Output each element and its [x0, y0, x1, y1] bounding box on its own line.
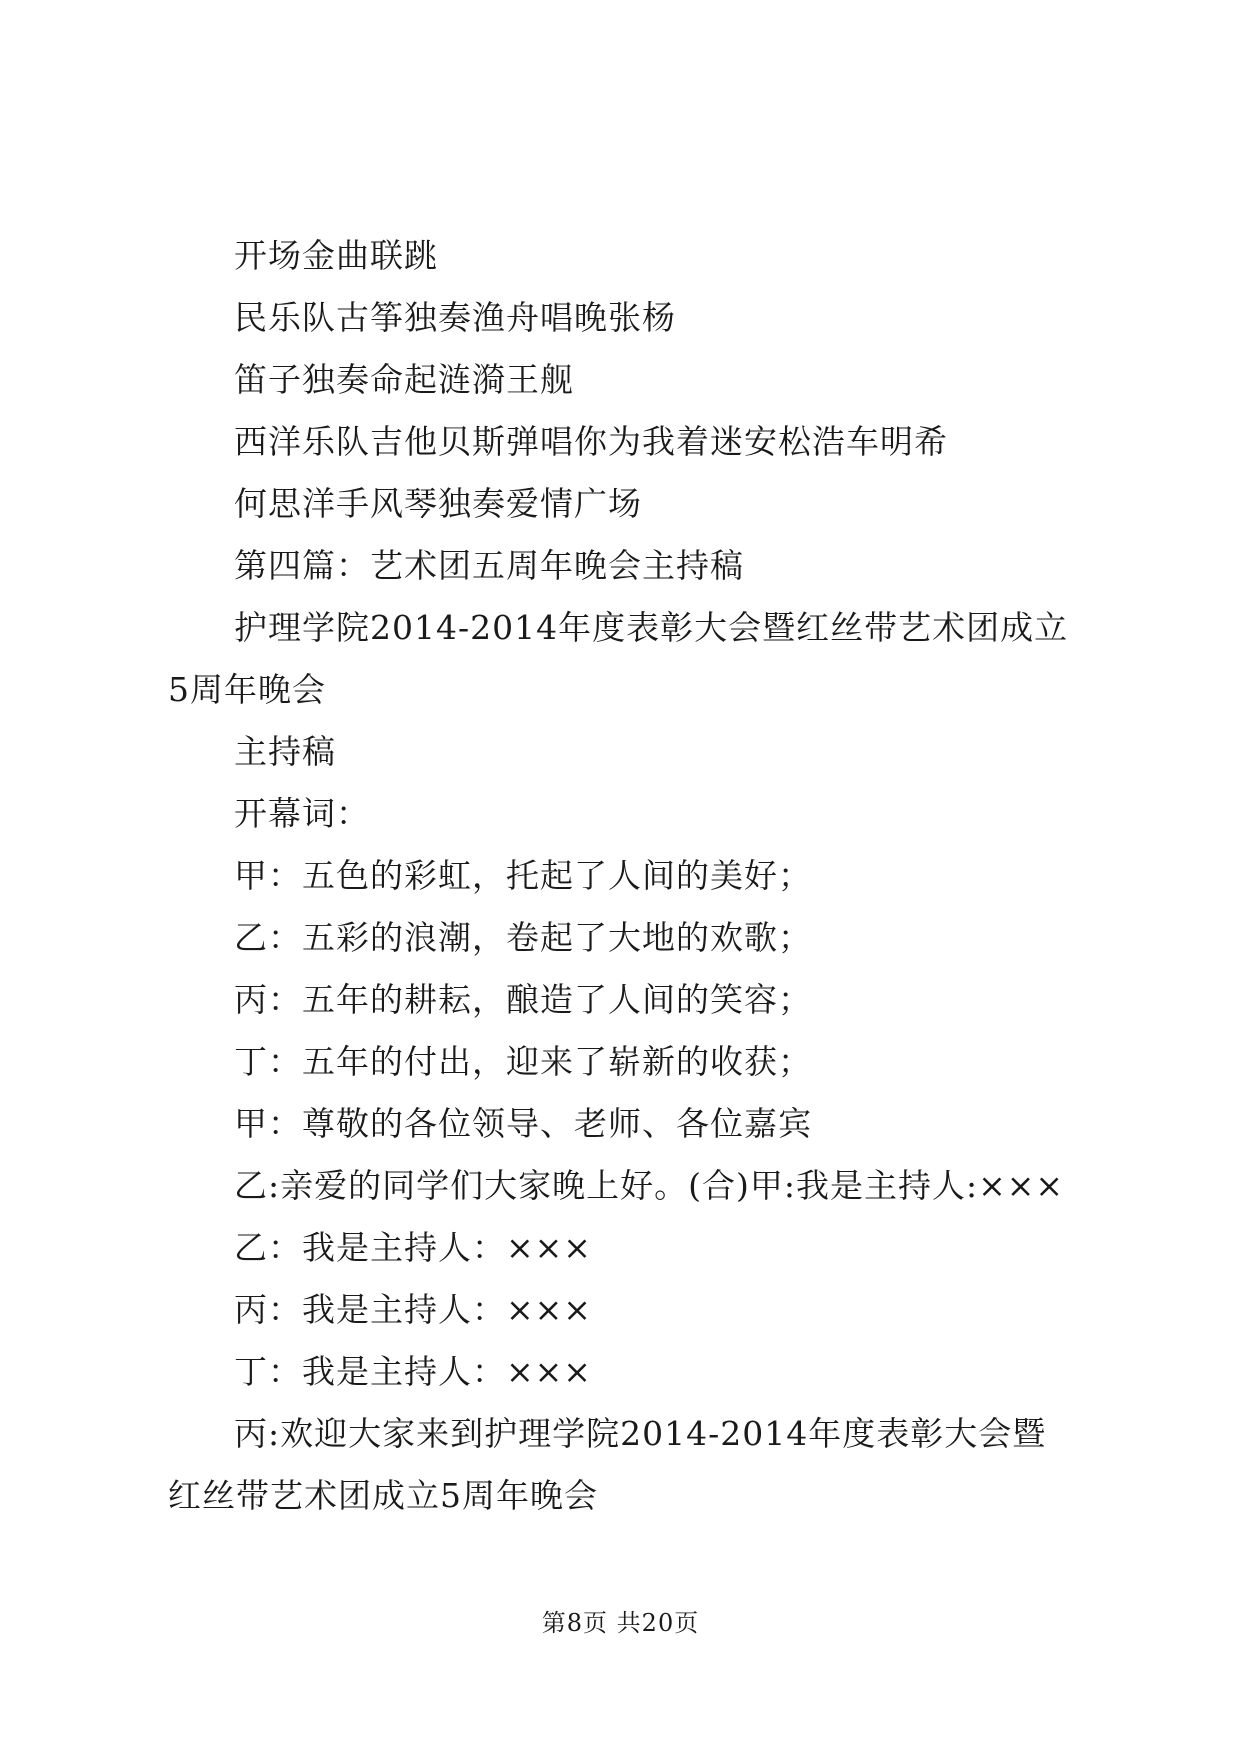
paragraph: 甲：五色的彩虹，托起了人间的美好；: [234, 856, 812, 895]
paragraph: 开幕词：: [234, 794, 370, 833]
paragraph: 民乐队古筝独奏渔舟唱晚张杨: [234, 298, 676, 337]
paragraph: 丁：我是主持人：×××: [234, 1352, 592, 1391]
paragraph: 丙:欢迎大家来到护理学院2014-2014年度表彰大会暨红丝带艺术团成立5周年晚会: [168, 1414, 1047, 1515]
paragraph: 丙：我是主持人：×××: [234, 1290, 592, 1329]
paragraph: 笛子独奏命起涟漪王舰: [234, 360, 574, 399]
paragraph: 西洋乐队吉他贝斯弹唱你为我着迷安松浩车明希: [234, 422, 948, 461]
section-heading: 第四篇：艺术团五周年晚会主持稿: [234, 546, 744, 585]
document-body: [168, 225, 1080, 1527]
paragraph: 丙：五年的耕耘，酿造了人间的笑容；: [234, 980, 812, 1019]
paragraph: 甲：尊敬的各位领导、老师、各位嘉宾: [234, 1104, 812, 1143]
paragraph: 丁：五年的付出，迎来了崭新的收获；: [234, 1042, 812, 1081]
paragraph: 开场金曲联跳: [234, 236, 438, 275]
paragraph: 乙：五彩的浪潮，卷起了大地的欢歌；: [234, 918, 812, 957]
page-number: 第8页 共20页: [541, 1609, 700, 1637]
paragraph: 乙:亲爱的同学们大家晚上好。(合)甲:我是主持人:×××: [234, 1166, 1065, 1205]
paragraph: 护理学院2014-2014年度表彰大会暨红丝带艺术团成立5周年晚会: [168, 608, 1069, 709]
paragraph: 何思洋手风琴独奏爱情广场: [234, 484, 642, 523]
paragraph: 乙：我是主持人：×××: [234, 1228, 592, 1267]
paragraph: 主持稿: [234, 732, 336, 771]
